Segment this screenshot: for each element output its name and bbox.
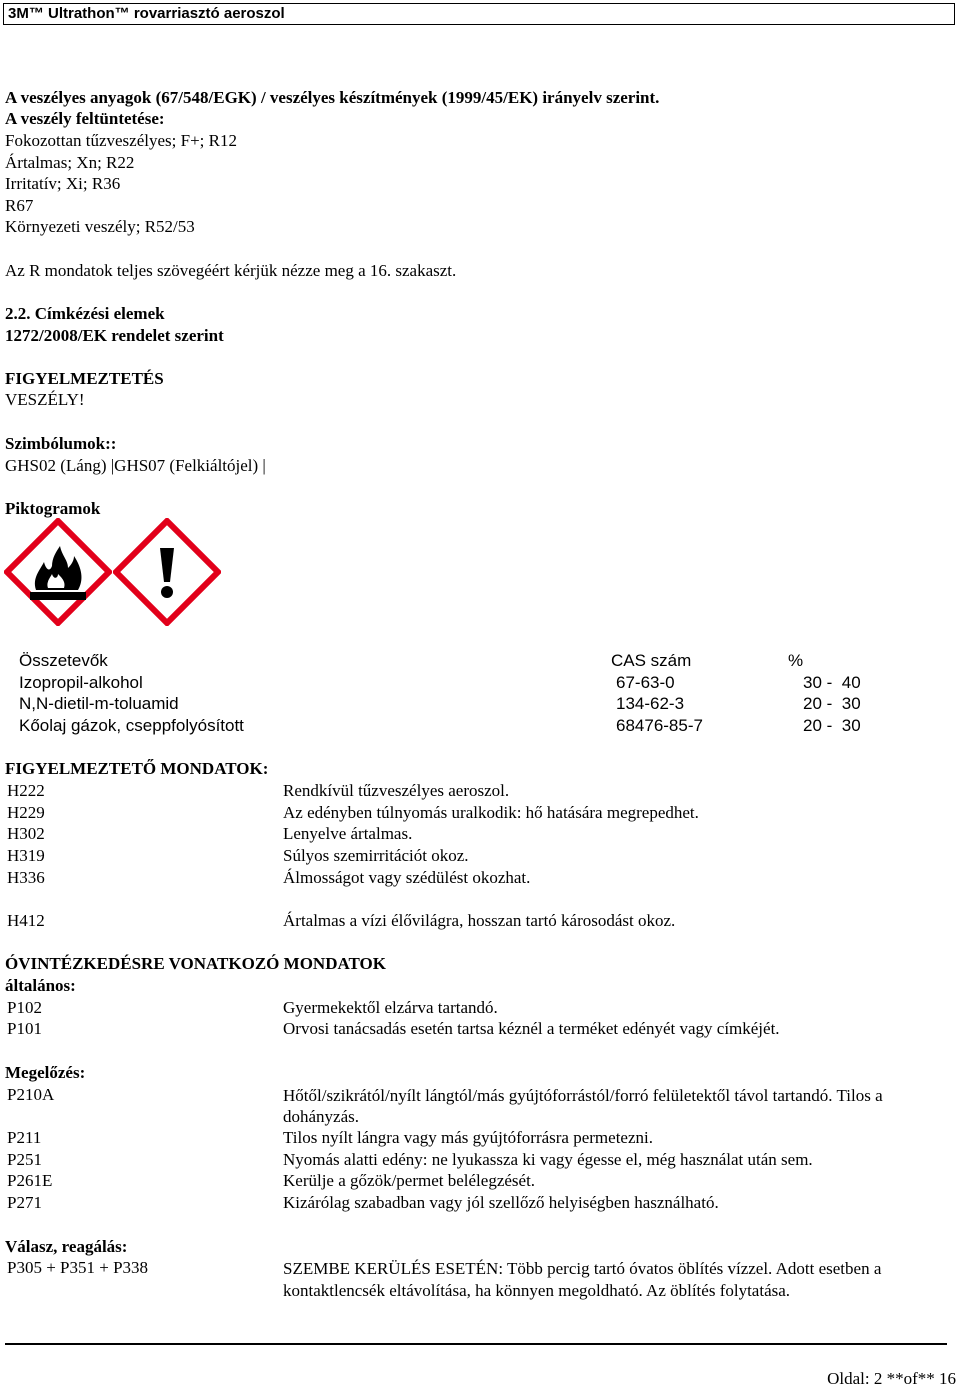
p-text: Nyomás alatti edény: ne lyukassza ki vagy égesse el, még használat után sem. [283, 1150, 813, 1169]
h-text: Rendkívül tűzveszélyes aeroszol. [283, 781, 510, 800]
h-text: Ártalmas a vízi élővilágra, hosszan tartó károsodást okoz. [283, 911, 676, 930]
p-text: Kizárólag szabadban vagy jól szellőző helyiségben használható. [283, 1193, 719, 1212]
section-title: 2.2. Címkézési elemek [5, 304, 165, 323]
prevention-label: Megelőzés: [5, 1063, 86, 1082]
p-text: Gyermekektől elzárva tartandó. [283, 998, 498, 1017]
ingredients-header-pct: % [788, 651, 804, 670]
p-text: SZEMBE KERÜLÉS ESETÉN: Több percig tartó óvatos öblítés vízzel. Adott esetben a kontaktlencsék eltávolítása, ha könnyen megoldható. Az öblítés folytatása. [283, 1259, 882, 1300]
p-code: P251 [7, 1150, 42, 1169]
ingredient-pct: 20 - 30 [803, 716, 861, 735]
hazard-statements-heading: FIGYELMEZTETŐ MONDATOK: [5, 759, 269, 778]
symbols-text: GHS02 (Láng) |GHS07 (Felkiáltójel) | [5, 456, 266, 475]
r-phrases-note: Az R mondatok teljes szövegéért kérjük nézze meg a 16. szakaszt. [5, 261, 457, 280]
classification-item: Ártalmas; Xn; R22 [5, 153, 135, 172]
ingredient-pct: 30 - 40 [803, 673, 861, 692]
h-code: H229 [7, 803, 45, 822]
regulation-label: 1272/2008/EK rendelet szerint [5, 326, 224, 345]
signal-word: VESZÉLY! [5, 390, 85, 409]
h-text: Lenyelve ártalmas. [283, 824, 413, 843]
p-code: P261E [7, 1171, 53, 1190]
h-text: Álmosságot vagy szédülést okozhat. [283, 868, 531, 887]
p-text: Kerülje a gőzök/permet belélegzését. [283, 1171, 536, 1190]
ingredient-name: N,N-dietil-m-toluamid [19, 694, 179, 713]
ingredient-cas: 134-62-3 [616, 694, 685, 713]
exclamation-pictogram-icon [113, 518, 221, 626]
response-label: Válasz, reagálás: [5, 1237, 128, 1256]
ingredient-name: Kőolaj gázok, cseppfolyósított [19, 716, 244, 735]
p-code: P271 [7, 1193, 42, 1212]
general-label: általános: [5, 976, 76, 995]
h-text: Az edényben túlnyomás uralkodik: hő hatására megrepedhet. [283, 803, 699, 822]
p-text: Hőtől/szikrától/nyílt lángtól/más gyújtóforrástól/forró felületektől távol tartandó. Tilos a dohányzás. [283, 1086, 883, 1126]
h-text: Súlyos szemirritációt okoz. [283, 846, 469, 865]
classification-heading: A veszélyes anyagok (67/548/EGK) / veszélyes készítmények (1999/45/EK) irányelv szerint. [5, 88, 660, 107]
footer-rule [5, 1343, 947, 1345]
symbols-label: Szimbólumok:: [5, 434, 117, 453]
classification-item: R67 [5, 196, 34, 215]
p-code: P210A [7, 1085, 55, 1104]
classification-item: Irritatív; Xi; R36 [5, 174, 121, 193]
precautionary-heading: ÓVINTÉZKEDÉSRE VONATKOZÓ MONDATOK [5, 954, 386, 973]
p-code: P305 + P351 + P338 [7, 1258, 149, 1277]
h-code: H336 [7, 868, 45, 887]
classification-item: Fokozottan tűzveszélyes; F+; R12 [5, 131, 237, 150]
ingredient-cas: 68476-85-7 [616, 716, 703, 735]
h-code: H319 [7, 846, 45, 865]
signal-heading: FIGYELMEZTETÉS [5, 369, 164, 388]
p-text: Orvosi tanácsadás esetén tartsa kéznél a terméket edényét vagy címkéjét. [283, 1019, 780, 1038]
classification-item: Környezeti veszély; R52/53 [5, 217, 195, 236]
ingredient-cas: 67-63-0 [616, 673, 675, 692]
pictograms-label: Piktogramok [5, 499, 101, 518]
document-title: 3M™ Ultrathon™ rovarriasztó aeroszol [8, 5, 285, 22]
ingredient-name: Izopropil-alkohol [19, 673, 143, 692]
ingredients-header-cas: CAS szám [611, 651, 692, 670]
p-code: P101 [7, 1019, 42, 1038]
hazard-label: A veszély feltüntetése: [5, 109, 165, 128]
ingredients-header-name: Összetevők [19, 651, 108, 670]
h-code: H412 [7, 911, 45, 930]
p-text: Tilos nyílt lángra vagy más gyújtóforrásra permetezni. [283, 1128, 653, 1147]
flame-pictogram-icon [4, 518, 112, 626]
h-code: H302 [7, 824, 45, 843]
p-code: P211 [7, 1128, 42, 1147]
page-number: Oldal: 2 **of** 16 [827, 1369, 956, 1388]
h-code: H222 [7, 781, 45, 800]
p-code: P102 [7, 998, 42, 1017]
ingredient-pct: 20 - 30 [803, 694, 861, 713]
